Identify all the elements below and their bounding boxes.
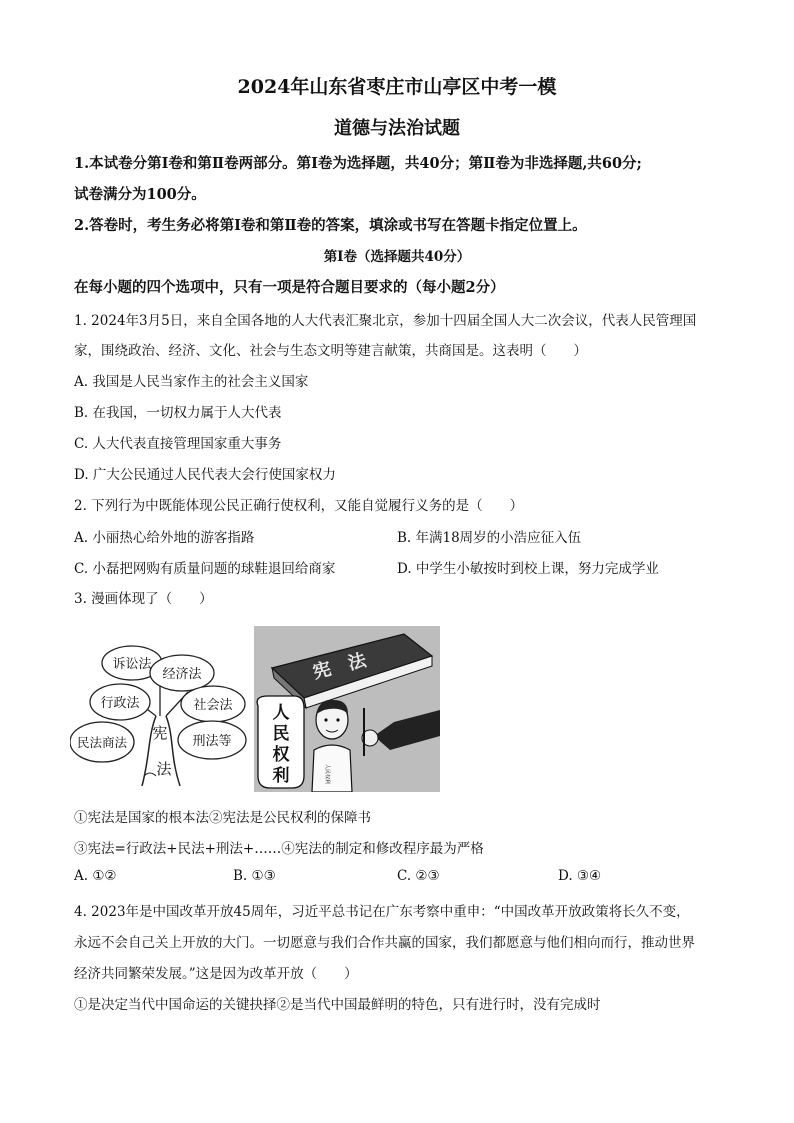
cloud-label-criminal: 刑法等 <box>192 734 232 749</box>
speech-char-3: 权 <box>272 745 290 765</box>
q3-option-d: D. ③④ <box>558 868 602 884</box>
q2-option-b: B. 年满18周岁的小浩应征入伍 <box>397 530 582 546</box>
q1-option-a: A. 我国是人民当家作主的社会主义国家 <box>74 374 309 390</box>
q2-option-a: A. 小丽热心给外地的游客指路 <box>74 530 255 546</box>
exam-subtitle: 道德与法治试题 <box>334 118 460 139</box>
speech-char-4: 利 <box>272 766 290 786</box>
q2-option-c: C. 小磊把网购有质量问题的球鞋退回给商家 <box>74 561 336 577</box>
q3-option-a: A. ①② <box>74 868 117 884</box>
cloud-label-social: 社会法 <box>193 698 233 713</box>
q4-stem-line-1: 4. 2023年是中国改革开放45周年，习近平总书记在广东考察中重申：“中国改革开放政策将长久不变， <box>74 904 690 920</box>
q1-option-d: D. 广大公民通过人民代表大会行使国家权力 <box>74 467 336 483</box>
q2-stem: 2. 下列行为中既能体现公民正确行使权利，又能自觉履行义务的是（ ） <box>74 498 524 514</box>
instruction-line-3: 2.答卷时，考生务必将第Ⅰ卷和第Ⅱ卷的答案，填涂或书写在答题卡指定位置上。 <box>74 217 587 234</box>
cloud-label-administrative: 行政法 <box>100 696 140 711</box>
exam-title: 2024年山东省枣庄市山亭区中考一模 <box>237 76 557 98</box>
speech-char-2: 民 <box>272 724 290 744</box>
cloud-label-economic: 经济法 <box>162 667 202 682</box>
q2-option-d: D. 中学生小敏按时到校上课，努力完成学业 <box>397 561 659 577</box>
q3-option-c: C. ②③ <box>397 868 440 884</box>
shirt-label: 人民权利 <box>324 764 330 785</box>
section-heading: 第Ⅰ卷（选择题共40分） <box>323 249 471 265</box>
q1-option-c: C. 人大代表直接管理国家重大事务 <box>74 436 282 452</box>
cloud-label-litigation: 诉讼法 <box>112 657 152 672</box>
q3-option-b: B. ①③ <box>233 868 276 884</box>
section-prompt: 在每小题的四个选项中，只有一项是符合题目要求的（每小题2分） <box>74 279 505 296</box>
law-tree-cartoon <box>70 636 250 786</box>
q3-statements-line-2: ③宪法=行政法+民法+刑法+……④宪法的制定和修改程序最为严格 <box>74 841 484 857</box>
instruction-line-2: 试卷满分为100分。 <box>74 186 206 203</box>
q4-statements-line-1: ①是决定当代中国命运的关键抉择②是当代中国最鲜明的特色，只有进行时，没有完成时 <box>74 997 601 1013</box>
trunk-char-fa: 法 <box>156 760 172 778</box>
cloud-label-civil-commercial: 民法商法 <box>76 735 128 750</box>
speech-char-1: 人 <box>272 703 290 723</box>
q4-stem-line-2: 永远不会自己关上开放的大门。一切愿意与我们合作共赢的国家，我们都愿意与他们相向而行，推动世界 <box>74 935 695 951</box>
q1-stem-line-2: 家，围绕政治、经济、文化、社会与生态文明等建言献策，共商国是。这表明（ ） <box>74 343 587 359</box>
q1-stem-line-1: 1. 2024年3月5日，来自全国各地的人大代表汇聚北京，参加十四届全国人大二次会议，代表人民管理国 <box>74 313 697 329</box>
constitution-cartoon <box>254 626 440 792</box>
q3-statements-line-1: ①宪法是国家的根本法②宪法是公民权利的保障书 <box>74 810 371 826</box>
q1-option-b: B. 在我国，一切权力属于人大代表 <box>74 405 282 421</box>
book-title: 宪 法 <box>310 649 369 684</box>
q4-stem-line-3: 经济共同繁荣发展。”这是因为改革开放（ ） <box>74 966 358 982</box>
trunk-char-xian: 宪 <box>152 724 168 742</box>
q3-stem: 3. 漫画体现了（ ） <box>74 591 213 607</box>
instruction-line-1: 1.本试卷分第Ⅰ卷和第Ⅱ卷两部分。第Ⅰ卷为选择题，共40分；第Ⅱ卷为非选择题,共60分; <box>74 155 642 172</box>
